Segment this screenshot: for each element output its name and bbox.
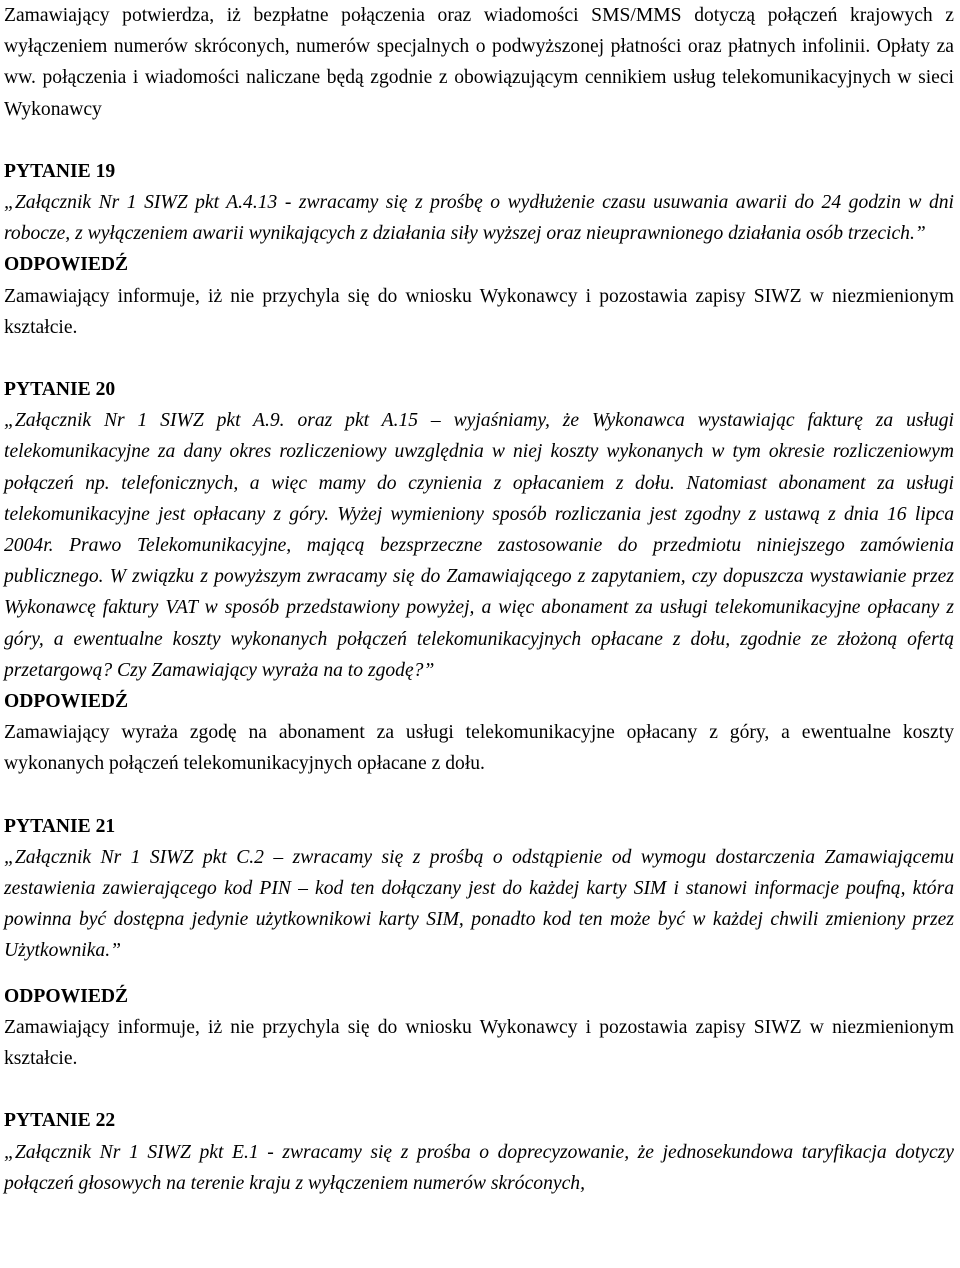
question-19-answer-label: ODPOWIEDŹ	[4, 254, 129, 276]
spacer	[4, 125, 954, 156]
question-21-heading: PYTANIE 21	[4, 815, 116, 837]
spacer	[4, 967, 954, 981]
question-21-text: „Załącznik Nr 1 SIWZ pkt C.2 – zwracamy się z prośbą o odstąpienie od wymogu dostarczenia Zamawiającemu zestawienia zawierającego kod PIN – kod ten dołączany jest do każdej karty SIM i stanowi informacje poufną, która powinna być dostępna jedynie użytkownikowi karty SIM, ponadto kod ten może być w każdej chwili zmieniony przez Użytkownika.”	[4, 846, 954, 962]
question-22-heading: PYTANIE 22	[4, 1110, 116, 1132]
question-19	[4, 156, 954, 343]
question-22-text: „Załącznik Nr 1 SIWZ pkt E.1 - zwracamy się z prośba o doprecyzowanie, że jednosekundowa taryfikacja dotyczy połączeń głosowych na terenie kraju z wyłączeniem numerów skróconych,	[4, 1141, 954, 1194]
question-21-answer: Zamawiający informuje, iż nie przychyla się do wniosku Wykonawcy i pozostawia zapisy SIWZ w niezmienionym kształcie.	[4, 1016, 954, 1070]
question-20-answer-label: ODPOWIEDŹ	[4, 691, 129, 713]
spacer	[4, 343, 954, 374]
spacer	[4, 780, 954, 811]
question-22	[4, 1105, 954, 1199]
spacer	[4, 1074, 954, 1105]
intro-paragraph: Zamawiający potwierdza, iż bezpłatne połączenia oraz wiadomości SMS/MMS dotyczą połączeń krajowych z wyłączeniem numerów skróconych, numerów specjalnych o podwyższonej płatności oraz płatnych infolinii. Opłaty za ww. połączenia i wiadomości naliczane będą zgodnie z obowiązującym cennikiem usług telekomunikacyjnych w sieci Wykonawcy	[4, 5, 954, 120]
question-19-answer: Zamawiający informuje, iż nie przychyla się do wniosku Wykonawcy i pozostawia zapisy SIWZ w niezmienionym kształcie.	[4, 285, 954, 338]
question-20-heading: PYTANIE 20	[4, 379, 116, 401]
question-20-answer: Zamawiający wyraża zgodę na abonament za usługi telekomunikacyjne opłacany z góry, a ewentualne koszty wykonanych połączeń telekomunikacyjnych opłacane z dołu.	[4, 722, 954, 775]
question-19-heading: PYTANIE 19	[4, 160, 116, 182]
question-21-answer-label: ODPOWIEDŹ	[4, 985, 129, 1007]
question-20	[4, 374, 954, 780]
question-21	[4, 811, 954, 1075]
question-20-text: „Załącznik Nr 1 SIWZ pkt A.9. oraz pkt A.15 – wyjaśniamy, że Wykonawca wystawiając fakturę za usługi telekomunikacyjne za dany okres rozliczeniowy uwzględnia w niej koszty wykonanych w tym okresie rozliczeniowym połączeń np. telefonicznych, a więc mamy do czynienia z opłacaniem z dołu. Natomiast abonament za usługi telekomunikacyjne jest opłacany z góry. Wyżej wymieniony sposób rozliczania jest zgodny z ustawą z dnia 16 lipca 2004r. Prawo Telekomunikacyjne, mającą bezsprzeczne zastosowanie do przedmiotu niniejszego zamówienia publicznego. W związku z powyższym zwracamy się do Zamawiającego z zapytaniem, czy dopuszcza wystawianie przez Wykonawcę faktury VAT w sposób przedstawiony powyżej, a więc abonament za usługi telekomunikacyjne opłacany z góry, a ewentualne koszty wykonanych połączeń telekomunikacyjnych opłacane z dołu, zgodnie ze złożoną ofertą przetargową? Czy Zamawiający wyraża na to zgodę?”	[4, 410, 954, 681]
question-19-text: „Załącznik Nr 1 SIWZ pkt A.4.13 - zwracamy się z prośbę o wydłużenie czasu usuwania awarii do 24 godzin w dni robocze, z wyłączeniem awarii wynikających z działania siły wyższej oraz nieuprawnionego działania osób trzecich.”	[4, 192, 954, 245]
